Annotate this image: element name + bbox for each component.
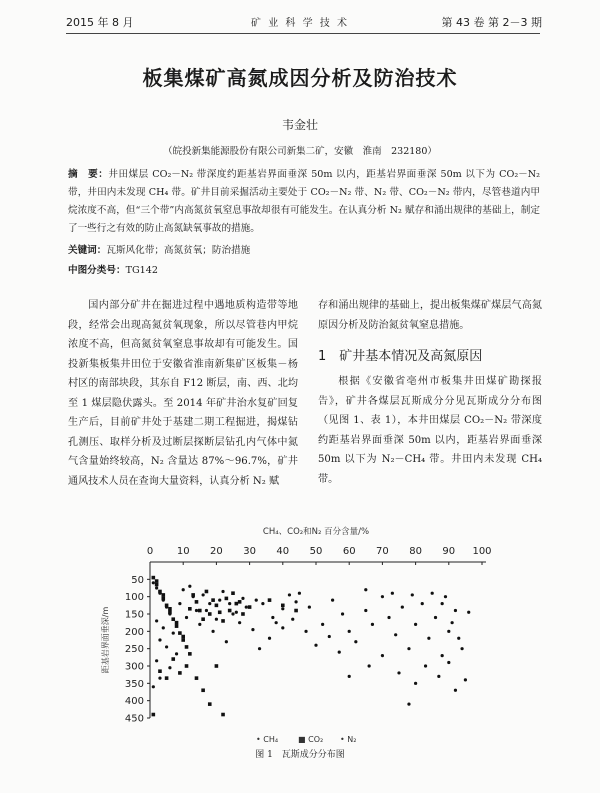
paper-title: 板集煤矿高氮成因分析及防治技术 xyxy=(142,66,458,90)
keywords-label: 关键词： xyxy=(68,245,107,256)
section-title: 1 矿井基本情况及高氮原因 xyxy=(318,349,483,364)
point-ch4 xyxy=(162,626,165,629)
x-tick-label: 10 xyxy=(176,546,190,557)
point-n2 xyxy=(321,623,324,626)
x-tick-label: 70 xyxy=(376,546,389,557)
point-ch4 xyxy=(271,616,274,619)
header-journal: 矿 业 科 学 技 术 xyxy=(251,18,349,29)
point-co2 xyxy=(181,638,185,642)
point-n2 xyxy=(394,633,397,636)
point-ch4 xyxy=(175,652,178,655)
point-n2 xyxy=(371,623,374,626)
y-tick-label: 250 xyxy=(124,644,144,656)
point-co2 xyxy=(175,624,179,628)
x-tick-label: 0 xyxy=(146,546,154,557)
point-co2 xyxy=(225,597,229,601)
y-tick-label: 300 xyxy=(124,661,144,673)
point-n2 xyxy=(308,605,311,608)
point-n2 xyxy=(437,675,440,678)
point-co2 xyxy=(161,593,165,597)
x-tick-label: 100 xyxy=(472,546,492,557)
point-n2 xyxy=(258,647,261,650)
point-co2 xyxy=(161,597,165,601)
point-ch4 xyxy=(185,616,188,619)
point-co2 xyxy=(168,607,172,611)
point-ch4 xyxy=(158,677,161,680)
point-ch4 xyxy=(255,599,258,602)
point-n2 xyxy=(447,661,450,664)
paper-author: 韦金壮 xyxy=(281,118,318,132)
point-n2 xyxy=(431,592,434,595)
point-n2 xyxy=(457,637,460,640)
point-n2 xyxy=(387,616,390,619)
point-co2 xyxy=(155,583,159,587)
point-ch4 xyxy=(155,619,158,622)
point-co2 xyxy=(178,671,182,675)
point-co2 xyxy=(268,598,272,602)
legend-entry: • N₂ xyxy=(340,735,357,744)
point-co2 xyxy=(221,619,225,623)
point-n2 xyxy=(444,595,447,598)
point-ch4 xyxy=(231,612,234,615)
point-co2 xyxy=(211,598,215,602)
chart-title: CH₄、CO₂和N₂ 百分含量/% xyxy=(262,527,370,537)
class-number: TG142 xyxy=(125,265,158,276)
y-tick-label: 100 xyxy=(124,592,144,604)
point-co2 xyxy=(171,617,175,621)
point-n2 xyxy=(407,703,410,706)
point-ch4 xyxy=(178,602,181,605)
point-co2 xyxy=(201,688,205,692)
abstract xyxy=(68,166,540,238)
point-n2 xyxy=(411,593,414,596)
point-n2 xyxy=(441,654,444,657)
point-co2 xyxy=(165,604,169,608)
point-co2 xyxy=(221,713,225,717)
point-co2 xyxy=(238,600,242,604)
point-ch4 xyxy=(155,586,158,589)
point-n2 xyxy=(268,637,271,640)
chart-ylabel: 距基岩界面垂深/m xyxy=(101,606,110,674)
y-tick-label: 200 xyxy=(124,626,144,638)
classification xyxy=(68,262,158,276)
point-ch4 xyxy=(165,645,168,648)
point-co2 xyxy=(191,593,195,597)
point-co2 xyxy=(181,635,185,639)
legend-entry: • CH₄ xyxy=(256,735,279,744)
point-co2 xyxy=(198,609,202,613)
point-n2 xyxy=(341,612,344,615)
point-co2 xyxy=(201,617,205,621)
point-co2 xyxy=(185,645,189,649)
point-n2 xyxy=(447,630,450,633)
point-ch4 xyxy=(195,609,198,612)
point-ch4 xyxy=(188,585,191,588)
x-tick-label: 60 xyxy=(342,546,356,557)
point-co2 xyxy=(168,610,172,614)
point-n2 xyxy=(414,682,417,685)
keywords xyxy=(68,242,250,256)
point-co2 xyxy=(158,590,162,594)
point-co2 xyxy=(171,657,175,661)
point-n2 xyxy=(354,640,357,643)
point-co2 xyxy=(205,590,209,594)
point-co2 xyxy=(158,669,162,673)
point-n2 xyxy=(451,621,454,624)
point-ch4 xyxy=(228,602,231,605)
x-tick-label: 20 xyxy=(210,546,223,557)
abstract-text: 井田煤层 CO₂－N₂ 带深度约距基岩界面垂深 50m 以内，距基岩界面垂深 50m 以下为 CO₂－N₂ 带，井田内未发现 CH₄ 带。矿井目前采掘活动主要处于 CO₂－N₂ 带、N₂ 带、CO₂－N₂ 带内，尽管巷道内甲烷浓度不高，但“三个带”内高氮贫氧窒息事故却很有可能发生。在认真分析 N₂ 赋存和涌出规律的基础上，制定了一些行之有效的防止高氮缺氧事故的措施。 xyxy=(68,169,541,234)
point-co2 xyxy=(228,609,232,613)
body-right-column-bottom: 根据《安徽省亳州市板集井田煤矿勘探报告》，矿井各煤层瓦斯成分分见瓦斯成分分布图（见图 1、表 1），本井田煤层 CO₂－N₂ 带深度约距基岩界面垂深 50m 以内，距基岩界面垂深 50m 以下为 N₂－CH₄ 带。井田内未发现 CH₄ 带。 xyxy=(318,376,542,485)
point-co2 xyxy=(231,591,235,595)
point-n2 xyxy=(391,592,394,595)
point-n2 xyxy=(434,616,437,619)
point-co2 xyxy=(188,607,192,611)
point-ch4 xyxy=(251,628,254,631)
class-label: 中图分类号： xyxy=(68,265,126,276)
keywords-text: 瓦斯风化带；高氮贫氧；防治措施 xyxy=(106,245,251,256)
point-co2 xyxy=(165,676,169,680)
y-tick-label: 400 xyxy=(124,696,144,708)
body-right-column-top: 存和涌出规律的基础上，提出板集煤矿煤层气高氮原因分析及防治氮贫氧窒息措施。 xyxy=(318,300,542,331)
figure-caption: 图 1 瓦斯成分分布图 xyxy=(255,750,345,760)
point-n2 xyxy=(291,618,294,621)
x-tick-label: 40 xyxy=(276,546,290,557)
point-n2 xyxy=(364,588,367,591)
x-tick-label: 30 xyxy=(243,546,256,557)
point-n2 xyxy=(348,675,351,678)
point-co2 xyxy=(178,631,182,635)
y-tick-label: 450 xyxy=(124,713,144,725)
point-co2 xyxy=(195,600,199,604)
point-ch4 xyxy=(235,611,238,614)
point-co2 xyxy=(208,702,212,706)
point-n2 xyxy=(331,599,334,602)
point-ch4 xyxy=(218,599,221,602)
point-n2 xyxy=(275,621,278,624)
point-n2 xyxy=(424,664,427,667)
point-n2 xyxy=(381,654,384,657)
point-ch4 xyxy=(152,581,155,584)
point-n2 xyxy=(364,609,367,612)
point-n2 xyxy=(348,630,351,633)
point-n2 xyxy=(381,595,384,598)
abstract-label: 摘 要： xyxy=(68,169,109,180)
point-co2 xyxy=(195,676,199,680)
y-tick-label: 50 xyxy=(131,574,144,586)
x-tick-label: 90 xyxy=(442,546,456,557)
point-ch4 xyxy=(205,609,208,612)
point-n2 xyxy=(328,635,331,638)
header-rule xyxy=(66,33,540,34)
body-left-column: 国内部分矿井在掘进过程中遇地质构造带等地段，经常会出现高氮贫氧现象，所以尽管巷内甲烷浓度不高，但高氮贫氧窒息事故却有可能发生。国投新集板集井田位于安徽省淮南新集矿区板集－杨村区的南部块段，其东自 F12 断层，南、西、北均至 1 煤层隐伏露头。至 2014 年矿井治水复矿回复生产后，目前矿井处于基建二期工程掘进，揭煤钻孔测压、取样分析及过断层探断层钻孔内气体中氮气含量始终较高，N₂ 含量达 87%～96.7%，矿井通风技术人员在查询大量资料，认真分析 N₂ 赋 xyxy=(68,300,298,487)
point-ch4 xyxy=(208,602,211,605)
point-ch4 xyxy=(241,597,244,600)
y-tick-label: 150 xyxy=(124,609,144,621)
point-n2 xyxy=(454,689,457,692)
point-n2 xyxy=(288,593,291,596)
x-tick-label: 50 xyxy=(309,546,323,557)
point-ch4 xyxy=(198,623,201,626)
point-ch4 xyxy=(202,593,205,596)
point-co2 xyxy=(281,604,285,608)
point-n2 xyxy=(294,600,297,603)
point-n2 xyxy=(304,630,307,633)
point-co2 xyxy=(208,612,212,616)
figure-1 xyxy=(70,520,530,749)
point-co2 xyxy=(235,602,239,606)
point-ch4 xyxy=(172,631,175,634)
point-co2 xyxy=(152,713,156,717)
point-ch4 xyxy=(182,588,185,591)
point-n2 xyxy=(441,602,444,605)
point-co2 xyxy=(155,579,159,583)
point-n2 xyxy=(401,605,404,608)
point-n2 xyxy=(298,592,301,595)
legend-entry: ■ CO₂ xyxy=(298,735,324,744)
point-co2 xyxy=(294,609,298,613)
point-co2 xyxy=(152,576,156,580)
point-n2 xyxy=(414,623,417,626)
point-n2 xyxy=(407,647,410,650)
point-co2 xyxy=(241,612,245,616)
point-co2 xyxy=(248,605,252,609)
point-ch4 xyxy=(221,590,224,593)
point-co2 xyxy=(218,610,222,614)
point-ch4 xyxy=(211,630,214,633)
point-ch4 xyxy=(155,659,158,662)
point-n2 xyxy=(454,609,457,612)
point-n2 xyxy=(397,671,400,674)
point-n2 xyxy=(314,644,317,647)
point-n2 xyxy=(464,678,467,681)
point-co2 xyxy=(215,604,219,608)
point-co2 xyxy=(175,621,179,625)
point-co2 xyxy=(185,664,189,668)
x-tick-label: 80 xyxy=(409,546,422,557)
point-ch4 xyxy=(158,638,161,641)
point-co2 xyxy=(215,664,219,668)
point-n2 xyxy=(460,647,463,650)
point-n2 xyxy=(421,602,424,605)
point-ch4 xyxy=(152,685,155,688)
header-volume: 第 43 卷 第 2－3 期 xyxy=(441,16,542,29)
y-tick-label: 350 xyxy=(124,678,144,690)
point-ch4 xyxy=(215,618,218,621)
point-n2 xyxy=(281,626,284,629)
point-ch4 xyxy=(245,605,248,608)
paper-affiliation: （皖投新集能源股份有限公司新集二矿，安徽 淮南 232180） xyxy=(163,146,437,157)
point-co2 xyxy=(188,652,192,656)
point-n2 xyxy=(427,637,430,640)
gas-composition-chart xyxy=(70,520,530,745)
point-n2 xyxy=(467,611,470,614)
point-ch4 xyxy=(168,666,171,669)
point-n2 xyxy=(368,664,371,667)
point-ch4 xyxy=(261,602,264,605)
point-ch4 xyxy=(281,607,284,610)
point-n2 xyxy=(338,651,341,654)
point-ch4 xyxy=(225,640,228,643)
point-ch4 xyxy=(238,621,241,624)
header-date: 2015 年 8 月 xyxy=(66,16,134,29)
